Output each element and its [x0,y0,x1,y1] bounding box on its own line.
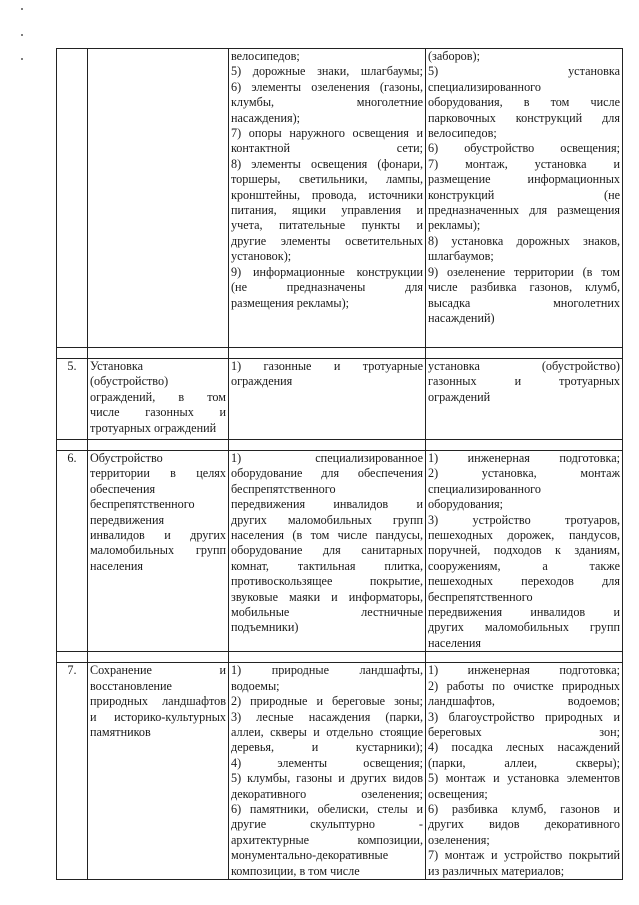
works-list-cell [426,49,623,348]
works-list-line: 6) обустройство освещения; [428,141,620,156]
elements-list-line: 8) элементы освещения (фонари, [231,156,423,171]
elements-list-line: деревья, и кустарники); [231,740,423,755]
element-name-line: территории в целях [90,466,226,481]
elements-list-line: мобильные лестничные [231,605,423,620]
elements-list-line: оборудование для санитарных [231,543,423,558]
row-number [57,49,88,348]
works-list-line: специализированного [428,481,541,496]
elements-list-line: 4) элементы освещения; [231,755,423,770]
table-row [57,49,623,348]
works-list-line: освещения; [428,786,488,801]
elements-list-line: учета, питательные пункты и [231,218,423,233]
elements-list-line: ограждения [231,374,293,389]
separator-cell [426,652,623,663]
works-list-line: 5) монтаж и установка элементов [428,771,620,786]
works-list-line: 7) монтаж, установка и [428,156,620,171]
element-name-line: тротуарных ограждений [90,420,217,435]
works-list-line: сооружениям, а также [428,558,620,573]
works-list-line: конструкций (не [428,187,620,202]
element-name-line: передвижения [90,512,165,527]
elements-list-line: передвижения инвалидов и [231,497,423,512]
works-list-line: 1) инженерная подготовка; [428,451,620,465]
elements-list-line: оборудование для обеспечения [231,466,423,481]
works-list-line: беспрепятственного [428,589,533,604]
elements-list-line: 1) специализированное [231,451,423,465]
works-list-line: населения [428,635,482,650]
works-list-line: газонных и тротуарных [428,374,620,389]
elements-list-line: торшеры, светильники, лампы, [231,172,423,187]
element-name-line: и историко-культурных [90,709,226,724]
element-name-line: Обустройство [90,451,163,465]
element-name-line: обеспечения [90,481,156,496]
works-list-line: других видов декоративного [428,817,620,832]
elements-list-line: 2) природные и береговые зоны; [231,694,423,709]
elements-list-line: кронштейны, провода, источники [231,187,423,202]
separator-cell [426,440,623,451]
separator-cell [57,348,88,359]
separator-cell [88,440,229,451]
elements-list-line: 5) дорожные знаки, шлагбаумы; [231,64,423,79]
elements-list-line: аллеи, скверы и отдельно стоящие [231,724,423,739]
row-number: 5. [57,359,88,440]
separator-cell [57,652,88,663]
element-name-line: природных ландшафтов [90,694,226,709]
elements-list-line: 7) опоры наружного освещения и [231,126,423,141]
works-list-line: размещение информационных [428,172,620,187]
elements-list-line: велосипедов; [231,49,300,63]
element-name-line: инвалидов и других [90,528,226,543]
elements-list-line: населения (в том числе пандусы, [231,528,423,543]
element-name-line: маломобильных групп [90,543,226,558]
works-list-line: пешеходных переходов для [428,574,620,589]
works-list-line: озеленения; [428,832,490,847]
table-row [57,451,623,652]
elements-list-line: композиции, в том числе [231,863,360,878]
works-list-line: 7) монтаж и устройство покрытий [428,848,620,863]
works-list-line: рекламы); [428,218,481,233]
element-name-line: населения [90,558,144,573]
scan-mark [21,8,23,10]
works-list-line: других маломобильных групп [428,620,620,635]
works-list-line: (заборов); [428,49,480,63]
elements-list-line: 6) элементы озеленения (газоны, [231,79,423,94]
element-name-line: Сохранение и [90,663,226,678]
works-list-line: береговых зон; [428,724,620,739]
works-list-line: 3) благоустройство природных и [428,709,620,724]
elements-list-line: противоскользящее покрытие, [231,574,423,589]
works-list-cell [426,451,623,652]
works-list-line: велосипедов; [428,126,497,141]
works-list-line: 3) устройство тротуаров, [428,512,620,527]
works-list-line: 6) разбивка клумб, газонов и [428,801,620,816]
works-list-line: 2) работы по очистке природных [428,678,620,693]
elements-list-line: 1) газонные и тротуарные [231,359,423,373]
works-list-line: шлагбаумов; [428,249,494,264]
works-list-cell [426,359,623,440]
works-list-line: предназначенных для размещения [428,203,620,218]
works-list-line: специализированного [428,79,541,94]
row-separator [57,652,623,663]
element-name-line: ограждений, в том [90,389,226,404]
elements-list-line: 9) информационные конструкции [231,264,423,279]
separator-cell [229,652,426,663]
elements-list-line: декоративного озеленения; [231,786,423,801]
element-name-cell [88,451,229,652]
works-list-line: 9) озеленение территории (в том [428,264,620,279]
table-row [57,359,623,440]
element-name-cell [88,49,229,348]
elements-list-line: клумбы, многолетние [231,95,423,110]
works-list-line: пешеходных дорожек, пандусов, [428,528,620,543]
scan-mark [21,58,23,60]
works-list-line: (парки, аллеи, скверы); [428,755,620,770]
elements-list-line: питания, ящики управления и [231,203,423,218]
works-list-line: 4) посадка лесных насаждений [428,740,620,755]
element-name-line: беспрепятственного [90,497,195,512]
works-list-line: 2) установка, монтаж [428,466,620,481]
elements-list-line: звуковые маяки и информаторы, [231,589,423,604]
table-row [57,663,623,880]
works-list-line: 5) установка [428,64,620,79]
element-name-line: памятников [90,724,151,739]
improvement-table [56,48,623,880]
elements-list-line: комнат, тактильная плитка, [231,558,423,573]
elements-list-line: другие скульптурно - [231,817,423,832]
works-list-line: 1) инженерная подготовка; [428,663,620,678]
element-name-line: (обустройство) [90,374,169,389]
elements-list-line: 1) природные ландшафты, [231,663,423,678]
row-number: 6. [57,451,88,652]
works-list-line: поручней, подходов к зданиям, [428,543,620,558]
elements-list-line: размещения рекламы); [231,295,350,310]
separator-cell [229,348,426,359]
elements-list-line: другие элементы осветительных [231,233,423,248]
works-list-line: высадка многолетних [428,295,620,310]
row-number: 7. [57,663,88,880]
elements-list-line: 3) лесные насаждения (парки, [231,709,423,724]
scan-mark [21,34,23,36]
works-list-line: передвижения инвалидов и [428,605,620,620]
separator-cell [88,348,229,359]
element-name-cell [88,359,229,440]
works-list-cell [426,663,623,880]
separator-cell [88,652,229,663]
works-list-line: из различных материалов; [428,863,565,878]
elements-list-line: 6) памятники, обелиски, стелы и [231,801,423,816]
element-name-cell [88,663,229,880]
works-list-line: ограждений [428,389,491,404]
elements-list-line: 5) клумбы, газоны и других видов [231,771,423,786]
elements-list-line: водоемы; [231,678,280,693]
separator-cell [426,348,623,359]
separator-cell [229,440,426,451]
elements-list-line: других маломобильных групп [231,512,423,527]
works-list-line: 8) установка дорожных знаков, [428,233,620,248]
element-name-line: числе газонных и [90,405,226,420]
elements-list-cell [229,451,426,652]
elements-list-line: подъемники) [231,620,299,635]
element-name-line: Установка [90,359,143,373]
separator-cell [57,440,88,451]
elements-list-line: насаждения); [231,110,301,125]
elements-list-line: беспрепятственного [231,481,336,496]
works-list-line: парковочных конструкций для [428,110,620,125]
row-separator [57,440,623,451]
elements-list-line: архитектурные композиции, [231,832,423,847]
elements-list-line: установок); [231,249,292,264]
elements-list-line: монументально-декоративные [231,848,389,863]
elements-list-line: контактной сети; [231,141,423,156]
element-name-line: восстановление [90,678,172,693]
elements-list-cell [229,49,426,348]
row-separator [57,348,623,359]
elements-list-cell [229,663,426,880]
works-list-line: оборудования, в том числе [428,95,620,110]
works-list-line: установка (обустройство) [428,359,620,373]
elements-list-cell [229,359,426,440]
works-list-line: ландшафтов, водоемов; [428,694,620,709]
works-list-line: числе разбивка газонов, клумб, [428,280,620,295]
elements-list-line: (не предназначены для [231,280,423,295]
works-list-line: насаждений) [428,310,495,325]
works-list-line: оборудования; [428,497,503,512]
